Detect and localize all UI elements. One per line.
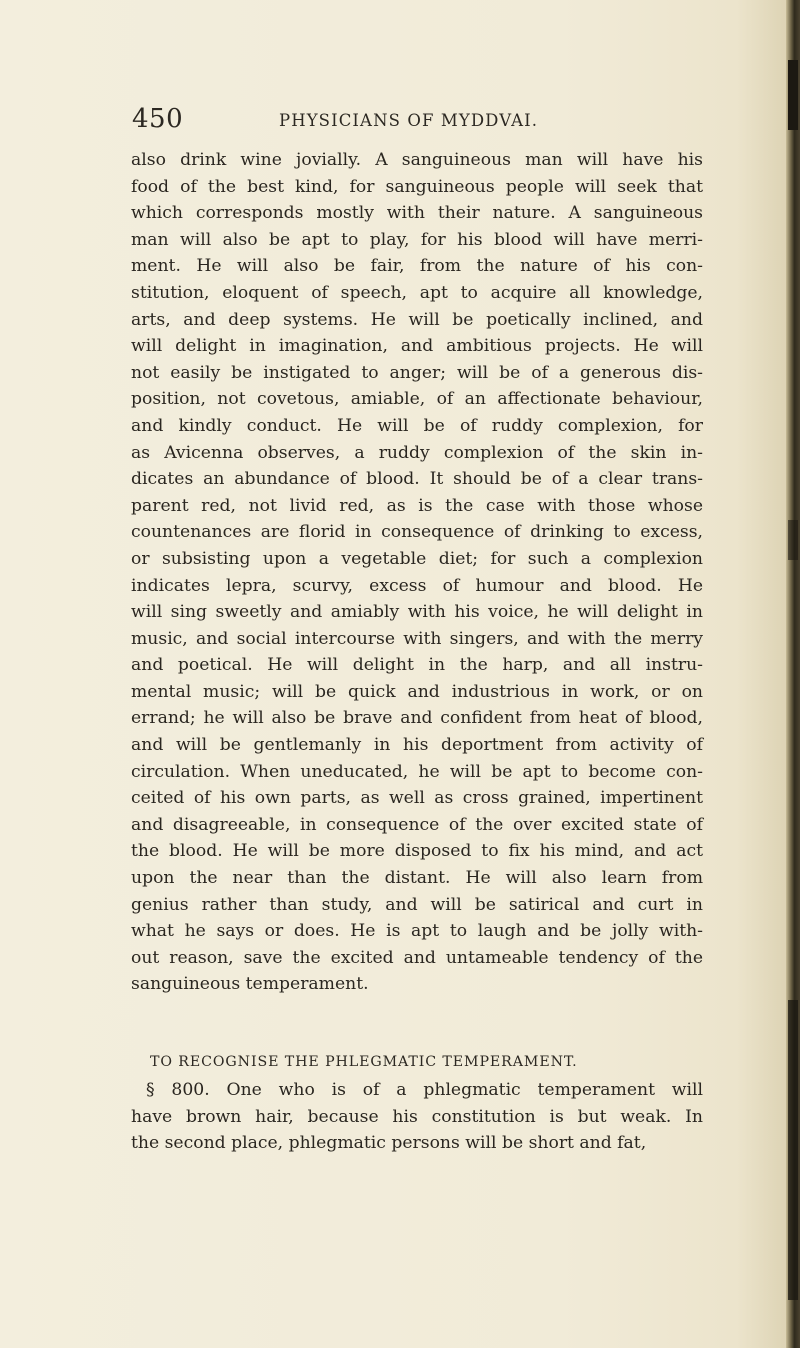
text-line: § 800. One who is of a phlegmatic temperament will bbox=[146, 1080, 703, 1100]
text-line: what he says or does. He is apt to laugh and be jolly with- bbox=[131, 921, 703, 942]
text-line: man will also be apt to play, for his blood will have merri- bbox=[131, 229, 703, 250]
text-line: sanguineous temperament. bbox=[131, 974, 369, 995]
text-line: have brown hair, because his constitution is but weak. In bbox=[131, 1106, 703, 1127]
text-line: also drink wine jovially. A sanguineous man will have his bbox=[131, 150, 703, 170]
text-line: mental music; will be quick and industrious in work, or on bbox=[131, 681, 703, 702]
text-line: will sing sweetly and amiably with his voice, he will delight in bbox=[131, 602, 703, 623]
text-line: arts, and deep systems. He will be poetically inclined, and bbox=[131, 309, 703, 330]
text-line: and disagreeable, in consequence of the over excited state of bbox=[131, 814, 703, 835]
edge-shadow bbox=[788, 60, 798, 130]
edge-shadow bbox=[788, 1000, 798, 1300]
text-line: and will be gentlemanly in his deportment from activity of bbox=[131, 735, 703, 756]
text-line: parent red, not livid red, as is the case with those whose bbox=[131, 495, 703, 516]
text-line: the second place, phlegmatic persons will be short and fat, bbox=[131, 1133, 647, 1154]
text-line: stitution, eloquent of speech, apt to acquire all knowledge, bbox=[131, 282, 703, 303]
text-line: genius rather than study, and will be satirical and curt in bbox=[131, 894, 703, 915]
text-line: and poetical. He will delight in the harp, and all instru- bbox=[131, 655, 703, 676]
text-line: upon the near than the distant. He will also learn from bbox=[131, 868, 703, 889]
text-line: food of the best kind, for sanguineous people will seek that bbox=[131, 176, 703, 197]
text-line: position, not covetous, amiable, of an affectionate behaviour, bbox=[131, 389, 703, 410]
section-heading: TO RECOGNISE THE PHLEGMATIC TEMPERAMENT. bbox=[150, 1054, 578, 1070]
text-line: as Avicenna observes, a ruddy complexion of the skin in- bbox=[131, 442, 703, 463]
text-line: will delight in imagination, and ambitious projects. He will bbox=[131, 336, 703, 357]
text-line: or subsisting upon a vegetable diet; for such a complexion bbox=[131, 548, 703, 569]
text-line: errand; he will also be brave and confident from heat of blood, bbox=[131, 708, 703, 729]
text-line: countenances are florid in consequence of drinking to excess, bbox=[131, 522, 703, 543]
paragraph-phlegmatic bbox=[131, 1077, 703, 1157]
text-line: and kindly conduct. He will be of ruddy complexion, for bbox=[131, 415, 703, 436]
text-line: ment. He will also be fair, from the nature of his con- bbox=[131, 256, 703, 277]
text-line: out reason, save the excited and untameable tendency of the bbox=[131, 947, 703, 968]
page-header bbox=[132, 104, 772, 144]
text-line: music, and social intercourse with singers, and with the merry bbox=[131, 628, 703, 649]
text-line: ceited of his own parts, as well as cross grained, impertinent bbox=[131, 788, 703, 809]
edge-shadow bbox=[788, 520, 798, 560]
text-line: the blood. He will be more disposed to fix his mind, and act bbox=[131, 841, 703, 862]
text-line: not easily be instigated to anger; will be of a generous dis- bbox=[131, 362, 703, 383]
text-line: dicates an abundance of blood. It should be of a clear trans- bbox=[131, 469, 703, 490]
binding-edge bbox=[786, 0, 800, 1348]
text-line: circulation. When uneducated, he will be apt to become con- bbox=[131, 761, 703, 782]
paragraph-sanguineous bbox=[131, 147, 703, 998]
running-head: PHYSICIANS OF MYDDVAI. bbox=[279, 111, 539, 130]
text-line: which corresponds mostly with their nature. A sanguineous bbox=[131, 203, 703, 224]
text-line: indicates lepra, scurvy, excess of humour and blood. He bbox=[131, 575, 703, 596]
page-number: 450 bbox=[132, 104, 184, 134]
